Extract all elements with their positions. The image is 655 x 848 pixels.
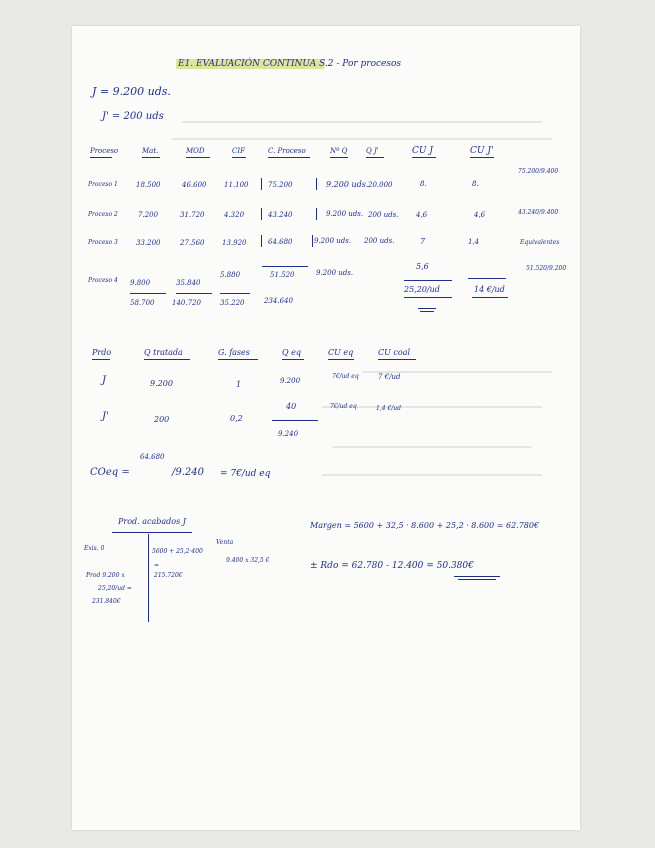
underline xyxy=(186,157,210,158)
cu-total-j: 25,20/ud xyxy=(404,285,440,294)
underline xyxy=(268,157,310,158)
proc4-mat: 9.800 xyxy=(130,279,151,287)
proc3-cuj: 7 xyxy=(420,237,426,246)
proc3-cproceso: 64.680 xyxy=(268,238,293,246)
row-j-cucoal: 7 €/ud xyxy=(378,373,401,381)
header-q-eq: Q eq xyxy=(282,348,301,357)
header-cuj: CU J xyxy=(412,146,433,156)
underline xyxy=(282,359,304,360)
proc2-cuj: 4,6 xyxy=(416,211,428,219)
row-jprime-gfases: 0,2 xyxy=(230,414,243,423)
underline xyxy=(468,278,506,279)
header-prdo: Prdo xyxy=(92,348,112,357)
proc1-mod: 46.600 xyxy=(182,181,207,189)
sum-line xyxy=(272,420,318,421)
page-title: E1. EVALUACIÓN CONTINUA S.2 - Por procesos xyxy=(178,59,402,69)
account-mid-2: = xyxy=(154,562,160,569)
underline xyxy=(328,359,354,360)
proc4-mod: 35.840 xyxy=(176,279,201,287)
account-venta: Venta xyxy=(216,539,234,546)
proc2-cuj-prime: 4,6 xyxy=(474,211,486,219)
proc3-nq: 9.200 uds. xyxy=(314,237,352,245)
account-mid-1: 5600 + 25,2·400 xyxy=(152,548,203,555)
account-top-line xyxy=(112,532,192,533)
row-jprime-label: J' xyxy=(102,411,109,422)
separator xyxy=(261,178,262,190)
account-existencias: Exis. 0 xyxy=(84,545,105,552)
note-equivalentes: Equivalentes xyxy=(520,239,560,246)
account-unit: 25,20/ud = xyxy=(98,585,132,592)
separator xyxy=(261,208,262,220)
margin-line: Margen = 5600 + 32,5 · 8.600 + 25,2 · 8.600 = 62.780€ xyxy=(310,521,540,530)
account-title: Prod. acabados J xyxy=(118,517,186,526)
separator xyxy=(312,235,313,247)
row-j-cueq: 7€/ud eq xyxy=(332,373,359,380)
proc1-nq: 9.200 uds. xyxy=(326,180,369,189)
underline xyxy=(144,359,190,360)
proc1-qj: 20.000 xyxy=(368,181,393,189)
qeq-total: 9.240 xyxy=(278,430,299,438)
account-total: 231.840€ xyxy=(92,598,121,605)
bleed-through-line xyxy=(322,474,542,476)
row-j-qeq: 9.200 xyxy=(280,377,301,385)
row-jprime-cueq: 7€/ud eq xyxy=(330,403,357,410)
row-jprime-cucoal: 1,4 €/ud xyxy=(376,405,401,412)
proc3-cif: 13.920 xyxy=(222,239,247,247)
note-proc4: 51.520/9.200 xyxy=(526,265,567,272)
proc4-cproceso: 51.520 xyxy=(270,271,295,279)
total-cif: 35.220 xyxy=(220,299,245,307)
double-underline xyxy=(418,308,436,309)
sum-line xyxy=(176,293,212,294)
note-proc1: 75.200/9.400 xyxy=(518,168,559,175)
header-mod: MOD xyxy=(186,147,205,155)
underline xyxy=(142,157,160,158)
proc2-cproceso: 43.240 xyxy=(268,211,293,219)
header-cu-coal: CU coal xyxy=(378,348,411,357)
co-numerator: 64.680 xyxy=(140,453,165,461)
header-proceso: Proceso xyxy=(90,147,119,155)
proc1-cuj: 8. xyxy=(420,180,427,188)
header-g-fases: G. fases xyxy=(218,348,250,357)
underline xyxy=(262,266,308,267)
header-mat: Mat. xyxy=(142,147,159,155)
proc2-nq: 9.200 uds. xyxy=(326,210,364,218)
given-j: J = 9.200 uds. xyxy=(92,85,171,98)
proc3-mod: 27.560 xyxy=(180,239,205,247)
proc3-name: Proceso 3 xyxy=(88,239,118,246)
proc1-cuj-prime: 8. xyxy=(472,180,479,188)
bleed-through-line xyxy=(332,446,532,448)
underline xyxy=(412,157,436,158)
total-mat: 58.700 xyxy=(130,299,155,307)
proc3-mat: 33.200 xyxy=(136,239,161,247)
note-proc2: 43.240/9.400 xyxy=(518,209,559,216)
row-j-gfases: 1 xyxy=(236,380,242,389)
given-j-prime: J' = 200 uds xyxy=(102,111,164,122)
proc2-name: Proceso 2 xyxy=(88,211,118,218)
proc2-qj: 200 uds. xyxy=(368,211,399,219)
proc1-mat: 18.500 xyxy=(136,181,161,189)
underline xyxy=(470,157,494,158)
proc2-mod: 31.720 xyxy=(180,211,205,219)
account-prod: Prod 9.200 x xyxy=(86,572,125,579)
proc1-name: Proceso 1 xyxy=(88,181,118,188)
proc2-mat: 7.200 xyxy=(138,211,159,219)
underline xyxy=(366,157,384,158)
proc1-cif: 11.100 xyxy=(224,181,249,189)
sum-line xyxy=(404,280,452,281)
account-center-line xyxy=(148,534,149,622)
proc4-cuj: 5,6 xyxy=(416,262,429,271)
row-jprime-qtratada: 200 xyxy=(154,415,170,424)
proc3-qj: 200 uds. xyxy=(364,237,395,245)
cu-total-j-prime: 14 €/ud xyxy=(474,285,505,294)
total-mod: 140.720 xyxy=(172,299,201,307)
proc2-cif: 4.320 xyxy=(224,211,245,219)
proc4-name: Proceso 4 xyxy=(88,277,118,284)
notebook-page xyxy=(72,26,580,830)
header-cu-eq: CU eq xyxy=(328,348,354,357)
header-cif: CIF xyxy=(232,147,245,155)
double-underline xyxy=(454,576,500,577)
underline xyxy=(330,157,348,158)
account-mid-3: 215.720€ xyxy=(154,572,183,579)
row-j-qtratada: 9.200 xyxy=(150,379,173,388)
sum-line xyxy=(130,293,166,294)
underline xyxy=(218,359,258,360)
co-denominator: /9.240 xyxy=(172,467,204,478)
sum-line xyxy=(220,293,250,294)
underline xyxy=(378,359,416,360)
separator xyxy=(316,208,317,220)
double-underline xyxy=(458,579,496,580)
header-nq: Nº Q xyxy=(330,147,348,155)
header-qj: Q J' xyxy=(366,147,379,155)
header-cuj-prime: CU J' xyxy=(470,146,494,156)
header-c-proceso: C. Proceso xyxy=(268,147,306,155)
co-left: COeq = xyxy=(90,467,130,478)
result-line: ± Rdo = 62.780 - 12.400 = 50.380€ xyxy=(310,561,474,571)
separator xyxy=(316,178,317,190)
separator xyxy=(261,235,262,247)
account-venta-calc: 9.400 x 32,5 € xyxy=(226,557,270,564)
row-jprime-qeq: 40 xyxy=(286,402,297,411)
header-q-tratada: Q tratada xyxy=(144,348,183,357)
proc1-cproceso: 75.200 xyxy=(268,181,293,189)
underline xyxy=(90,157,112,158)
co-result: = 7€/ud eq xyxy=(220,469,271,479)
bleed-through-line xyxy=(182,121,542,123)
total-cproceso: 234.640 xyxy=(264,297,293,305)
double-underline xyxy=(420,311,434,312)
row-j-label: J xyxy=(102,375,107,386)
underline xyxy=(92,359,110,360)
underline xyxy=(232,157,246,158)
sum-line xyxy=(404,297,452,298)
bleed-through-line xyxy=(172,138,552,140)
proc3-cuj-prime: 1,4 xyxy=(468,238,480,246)
proc4-cif: 5.880 xyxy=(220,271,241,279)
proc4-nq: 9.200 uds. xyxy=(316,269,354,277)
sum-line xyxy=(472,297,508,298)
